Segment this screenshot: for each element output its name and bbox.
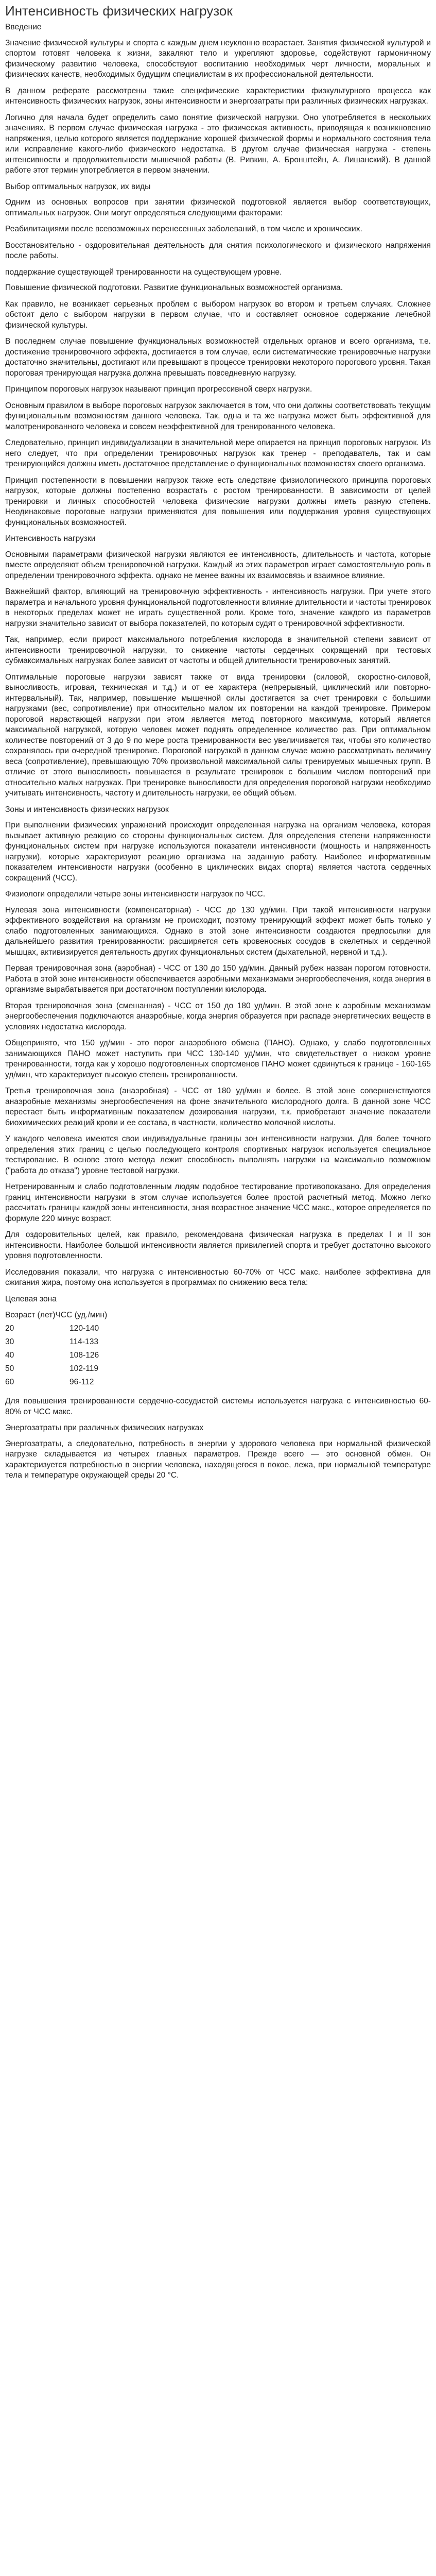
paragraph: Логично для начала будет определить само понятие физической нагрузки. Оно употребляется в нескольких значениях. В первом случае физическая нагрузка - это физическая активность, приводящая к возникновению напряжения, целью которого является поддержание хорошей физической формы и нормального состояния тела или исправление какого-либо физического недостатка. В другом случае физическая нагрузка - степень интенсивности и продолжительности мышечной работы (В. Ривкин, А. Бронштейн, А. Лишанский). В данной работе этот термин употребляется в первом значении.	[5, 113, 431, 175]
paragraph: Так, например, если прирост максимального потребления кислорода в значительной степени зависит от интенсивности тренировочной нагрузки, то снижение частоты сердечных сокращений при тестовых субмаксимальных нагрузках более зависит от частоты и общей длительности тренировочных занятий.	[5, 635, 431, 665]
paragraph: В данном реферате рассмотрены такие специфические характеристики физкультурного процесса как интенсивность физических нагрузок, зоны интенсивности и энергозатраты при различных физических нагрузках.	[5, 86, 431, 106]
age-cell: 60	[5, 1378, 14, 1386]
zones-table-caption: Целевая зона	[5, 1294, 57, 1303]
intro-heading: Введение	[5, 23, 42, 31]
paragraph: Принципом пороговых нагрузок называют принцип прогрессивной сверх нагрузки.	[5, 385, 312, 394]
paragraph: поддержание существующей тренированности на существующем уровне.	[5, 267, 282, 277]
paragraph: Восстановительно - оздоровительная деятельность для снятия психологического и физического напряжения после работы.	[5, 241, 431, 260]
table-row	[5, 1363, 107, 1377]
hr-range-cell: 102-119	[69, 1364, 99, 1373]
table-row	[5, 1323, 107, 1336]
paragraph: Значение физической культуры и спорта с каждым днем неуклонно возрастает. Занятия физической культурой и спортом готовят человека к жизни, закаляют тело и укрепляют здоровье, содействуют гармоничному физическому развитию человека, способствуют воспитанию необходимых черт личности, моральных и физических качеств, необходимых будущим специалистам в их профессиональной деятельности.	[5, 38, 431, 79]
age-cell: 20	[5, 1324, 14, 1333]
paragraph: Оптимальные пороговые нагрузки зависят также от вида тренировки (силовой, скоростно-силовой, выносливость, игровая, техническая и т.д.) и от ее характера (непрерывный, циклический или повторно-интервальный). Так, например, повышение мышечной силы достигается за счет тренировки с большими нагрузками (вес, сопротивление) при относительно малом их повторении на каждой тренировке. Примером пороговой нарастающей нагрузки при этом является метод повторного максимума, который является максимальной нагрузкой, которую человек может поднять определенное количество раз. При оптимальном количестве повторений от 3 до 9 по мере роста тренированности вес увеличивается так, чтобы это количество сохранялось при очередной тренировке. Пороговой нагрузкой в данном случае можно рассматривать величину веса (сопротивление), превышающую 70% произвольной максимальной силы тренируемых мышечных групп. В отличие от этого выносливость повышается в результате тренировок с большим числом повторений при относительно малых нагрузках. При тренировке выносливости для определения пороговой нагрузки необходимо учитывать интенсивность, частоту и длительность нагрузки, ее общий объем.	[5, 672, 431, 798]
paragraph: Повышение физической подготовки. Развитие функциональных возможностей организма.	[5, 283, 343, 292]
hr-column-header: ЧСС (уд./мин)	[55, 1311, 108, 1319]
paragraph: Как правило, не возникает серьезных проблем с выбором нагрузок во втором и третьем случаях. Сложнее обстоит дело с выбором нагрузки в первом случае, что и составляет основное содержание лечебной физической культуры.	[5, 299, 431, 330]
paragraph: Реабилитациями после всевозможных перенесенных заболеваний, в том числе и хронических.	[5, 225, 362, 233]
table-row	[5, 1377, 107, 1390]
hr-range-cell: 96-112	[69, 1378, 94, 1386]
paragraph: В последнем случае повышение функциональных возможностей отдельных органов и всего организма, т.е. достижение тренировочного эффекта, достигается в том случае, если систематические тренировочные нагрузки достаточно значительны, достигают или превышают в процессе тренировки некоторого порогового уровня. Такая пороговая тренирующая нагрузка должна превышать повседневную нагрузку.	[5, 337, 431, 378]
table-row	[5, 1350, 107, 1363]
table-row	[5, 1336, 107, 1350]
paragraph: Исследования показали, что нагрузка с интенсивностью 60-70% от ЧСС макс. наиболее эффективна для сжигания жира, поэтому она используется в программах по снижению веса тела:	[5, 1267, 431, 1287]
paragraph: Основными параметрами физической нагрузки являются ее интенсивность, длительность и частота, которые вместе определяют объем тренировочной нагрузки. Каждый из этих параметров играет самостоятельную роль в определении тренировочного эффекта. однако не менее важны их взаимосвязь и взаимное влияние.	[5, 550, 431, 580]
hr-range-cell: 114-133	[69, 1337, 99, 1346]
paragraph: Для оздоровительных целей, как правило, рекомендована физическая нагрузка в пределах I и II зон интенсивности. Наиболее большой интенсивности является привилегией спорта и требует достаточно высокого уровня подготовленности.	[5, 1230, 431, 1260]
paragraph: Одним из основных вопросов при занятии физической подготовкой является выбор соответствующих, оптимальных нагрузок. Они могут определяться следующими факторами:	[5, 198, 431, 217]
paragraph: Важнейший фактор, влияющий на тренировочную эффективность - интенсивность нагрузки. При учете этого параметра и начального уровня функциональной подготовленности влияние длительности и частоты тренировок в некоторых пределах может не играть существенной роли. Кроме того, значение каждого из параметров нагрузки значительно зависит от выбора показателей, по которым судят о тренировочной эффективности.	[5, 587, 431, 628]
paragraph: Вторая тренировочная зона (смешанная) - ЧСС от 150 до 180 уд/мин. В этой зоне к аэробным механизмам энергообеспечения подключаются анаэробные, когда энергия образуется при распаде энергетических веществ в условиях недостатка кислорода.	[5, 1001, 431, 1031]
paragraph: Третья тренировочная зона (анаэробная) - ЧСС от 180 уд/мин и более. В этой зоне совершенствуются анаэробные механизмы энергообеспечения на фоне значительного кислородного долга. В данной зоне ЧСС перестает быть информативным показателем дозирования нагрузки, т.к. приобретают значение показатели биохимических реакций крови и ее состава, в частности, количество молочной кислоты.	[5, 1087, 431, 1127]
article-body-part-2	[5, 1396, 431, 1481]
paragraph: Энергозатраты, а следовательно, потребность в энергии у здорового человека при нормальной физической нагрузке складывается из четырех главных параметров. Прежде всего — это основной обмен. Он характеризуется потребностью в энергии человека, находящегося в покое, лежа, при нормальной температуре тела и температуре окружающей среды 20 °С.	[5, 1439, 431, 1480]
hr-range-cell: 108-126	[69, 1351, 99, 1360]
article-body-part-1	[5, 38, 431, 1289]
age-cell: 40	[5, 1351, 14, 1360]
paragraph: Принцип постепенности в повышении нагрузок также есть следствие физиологического принципа пороговых нагрузок, которые должны постепенно возрастать с ростом тренированности. В зависимости от целей тренировки и личных способностей человека физические нагрузки должны иметь разную степень. Неодинаковые пороговые нагрузки применяются для повышения или поддержания уровня существующих функциональных возможностей.	[5, 476, 431, 527]
age-cell: 50	[5, 1364, 14, 1373]
paragraph: У каждого человека имеются свои индивидуальные границы зон интенсивности нагрузки. Для более точного определения этих границ с целью последующего контроля спортивных нагрузок используется специальное тестирование. В основе этого метода лежит способность выполнять нагрузки на максимально возможном ("работа до отказа") уровне тестовой нагрузки.	[5, 1134, 431, 1175]
paragraph: Первая тренировочная зона (аэробная) - ЧСС от 130 до 150 уд/мин. Данный рубеж назван порогом готовности. Работа в этой зоне интенсивности обеспечивается аэробными механизмами энергообеспечения, когда энергия в организме вырабатывается при достаточном поступлении кислорода.	[5, 964, 431, 994]
page-title: Интенсивность физических нагрузок	[5, 3, 233, 19]
paragraph: Интенсивность нагрузки	[5, 534, 96, 543]
hr-range-cell: 120-140	[69, 1324, 99, 1333]
paragraph: Зоны и интенсивность физических нагрузок	[5, 805, 169, 814]
paragraph: Основным правилом в выборе пороговых нагрузок заключается в том, что они должны соответствовать текущим функциональным возможностям данного человека. Так, одна и та же нагрузка может быть эффективной для малотренированного человека и совсем неэффективной для тренированного человека.	[5, 401, 431, 431]
paragraph: Нетренированным и слабо подготовленным людям подобное тестирование противопоказано. Для определения границ интенсивности нагрузки в этом случае используется более простой расчетный метод. Можно легко рассчитать границы каждой зоны интенсивности, зная возрастное значение ЧСС макс., которое определяется по формуле 220 минус возраст.	[5, 1182, 431, 1223]
paragraph: Для повышения тренированности сердечно-сосудистой системы используется нагрузка с интенсивностью 60-80% от ЧСС макс.	[5, 1397, 431, 1416]
table-header-row	[5, 1310, 107, 1323]
paragraph: При выполнении физических упражнений происходит определенная нагрузка на организм человека, которая вызывает активную реакцию со стороны функциональных систем. Для определения степени напряженности функциональных систем при нагрузке используются показатели интенсивности (мощность и напряженность нагрузки), которые характеризуют реакцию организма на заданную работу. Наиболее информативным показателем интенсивности нагрузки (особенно в циклических видах спорта) является частота сердечных сокращений (ЧСС).	[5, 821, 431, 883]
paragraph: Энергозатраты при различных физических нагрузках	[5, 1423, 204, 1432]
paragraph: Общепринято, что 150 уд/мин - это порог анаэробного обмена (ПАНО). Однако, у слабо подготовленных занимающихся ПАНО может наступить при ЧСС 130-140 уд/мин, что свидетельствует о низком уровне тренированности, тогда как у хорошо подготовленных спортсменов ПАНО может сдвинуться к границе - 160-165 уд/мин, что характеризует высокую степень тренированности.	[5, 1039, 431, 1079]
age-cell: 30	[5, 1337, 14, 1346]
target-zone-table	[5, 1310, 107, 1390]
table-header-cell	[5, 1310, 107, 1323]
paragraph: Физиологи определили четыре зоны интенсивности нагрузок по ЧСС.	[5, 890, 266, 899]
paragraph: Следовательно, принцип индивидуализации в значительной мере опирается на принцип пороговых нагрузок. Из него следует, что при определении тренировочных нагрузок как тренер - преподаватель, так и сам тренирующийся должны иметь достаточное представление о функциональных возможностях своего организма.	[5, 438, 431, 468]
paragraph: Выбор оптимальных нагрузок, их виды	[5, 182, 151, 191]
paragraph: Нулевая зона интенсивности (компенсаторная) - ЧСС до 130 уд/мин. При такой интенсивности нагрузки эффективного воздействия на организм не происходит, поэтому тренирующий эффект может быть только у слабо подготовленных занимающихся. Однако в этой зоне интенсивности создаются предпосылки для дальнейшего развития тренированности: расширяется сеть кровеносных сосудов в скелетных и сердечной мышцах, активизируется деятельность других функциональных систем (дыхательной, нервной и т.д.).	[5, 905, 431, 957]
age-column-header: Возраст (лет)	[5, 1311, 56, 1319]
